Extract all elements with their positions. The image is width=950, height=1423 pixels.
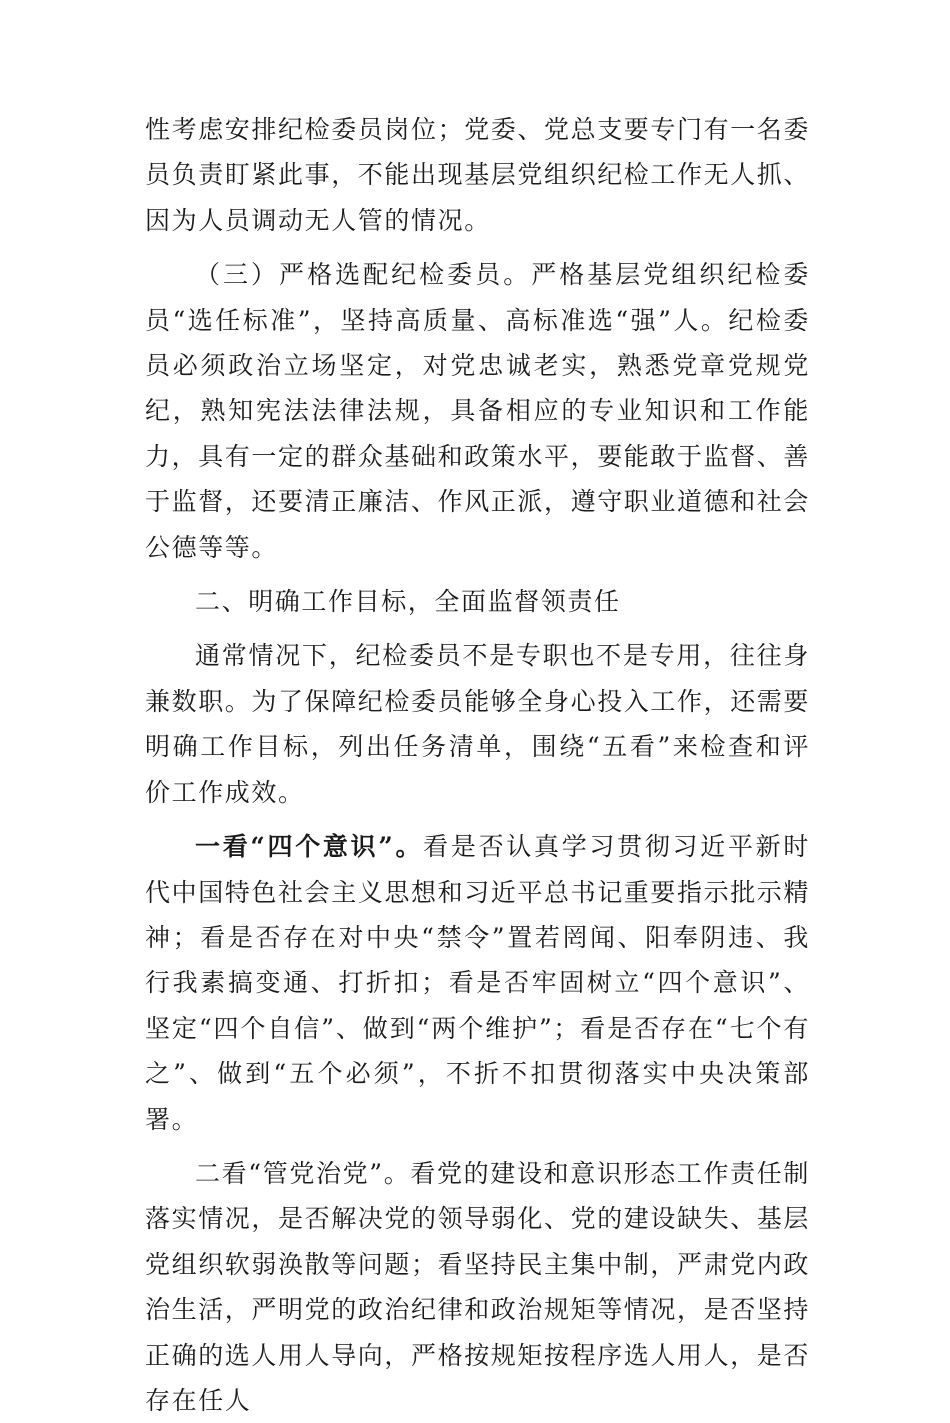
bold-lead-in: 一看“四个意识”。 [195, 832, 424, 862]
paragraph-text: （三）严格选配纪检委员。严格基层党组织纪检委员“选任标准”，坚持高质量、高标准选“强”人。纪检委员必须政治立场坚定，对党忠诚老实，熟悉党章党规党纪，熟知宪法法律法规，具备相应的专业知识和工作能力，具有一定的群众基础和政策水平，要能敢于监督、善于监督，还要清正廉洁、作风正派，遵守职业道德和社会公德等等。 [145, 260, 811, 562]
paragraph-work-goals [145, 633, 810, 815]
paragraph-section-three [145, 252, 810, 570]
document-body [145, 107, 810, 1423]
paragraph-text: 看是否认真学习贯彻习近平新时代中国特色社会主义思想和习近平总书记重要指示批示精神；看是否存在对中央“禁令”置若罔闻、阳奉阴违、我行我素搞变通、打折扣；看是否牢固树立“四个意识”、坚定“四个自信”、做到“两个维护”；看是否存在“七个有之”、做到“五个必须”，不折不扣贯彻落实中央决策部署。 [145, 832, 811, 1134]
paragraph-first-look [145, 824, 810, 1142]
heading-text: 二、明确工作目标，全面监督领责任 [195, 587, 621, 617]
section-heading-two [145, 579, 810, 624]
paragraph-text: 性考虑安排纪检委员岗位；党委、党总支要专门有一名委员负责盯紧此事，不能出现基层党组织纪检工作无人抓、因为人员调动无人管的情况。 [145, 115, 811, 235]
paragraph-second-look [145, 1151, 810, 1423]
paragraph-text: 通常情况下，纪检委员不是专职也不是专用，往往身兼数职。为了保障纪检委员能够全身心投入工作，还需要明确工作目标，列出任务清单，围绕“五看”来检查和评价工作成效。 [145, 641, 811, 807]
paragraph-continuation [145, 107, 810, 243]
paragraph-text: 二看“管党治党”。看党的建设和意识形态工作责任制落实情况，是否解决党的领导弱化、党的建设缺失、基层党组织软弱涣散等问题；看坚持民主集中制，严肃党内政治生活，严明党的政治纪律和政治规矩等情况，是否坚持正确的选人用人导向，严格按规矩按程序选人用人，是否存在任人 [145, 1158, 811, 1415]
